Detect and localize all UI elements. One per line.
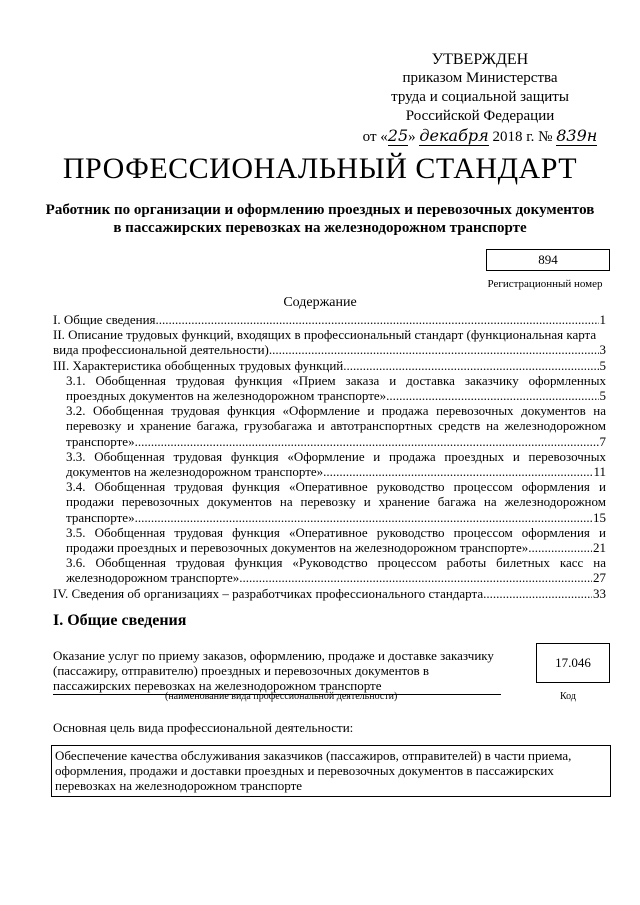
section-heading: I. Общие сведения <box>53 612 187 629</box>
toc-page: 11 <box>593 464 606 480</box>
handwritten-month: декабря <box>419 126 489 145</box>
approval-line: труда и социальной защиты <box>391 89 569 105</box>
registration-number-label: Регистрационный номер <box>487 278 603 290</box>
toc-page: 7 <box>599 433 606 449</box>
approval-date: от «25» декабря 2018 г. № 839н <box>362 126 598 145</box>
toc-page: 3 <box>599 342 606 358</box>
approval-block <box>360 50 600 147</box>
toc-item[interactable]: 3.3. Обобщенная трудовая функция «Оформление и продажа проездных и перевозочных документов на железнодорожном транспорте» ..... 11 <box>53 449 606 479</box>
toc-item[interactable]: 3.6. Обобщенная трудовая функция «Руководство процессом работы билетных касс на железнодорожном транспорте» ..... 27 <box>53 555 606 585</box>
approval-line: приказом Министерства <box>402 70 558 86</box>
toc-page: 21 <box>593 540 606 556</box>
goal-text-box: Обеспечение качества обслуживания заказчиков (пассажиров, отправителей) в части приема, оформления, продажи и доставки проездных и перевозочных документов в пассажирских перевозках на железнодорожном транспорте <box>51 745 611 797</box>
toc-item[interactable]: 3.1. Обобщенная трудовая функция «Прием заказа и доставка заказчику оформленных проездных документов на железнодорожном транспорте» ..... 5 <box>53 373 606 403</box>
toc-item[interactable]: IV. Сведения об организациях – разработчиках профессионального стандарта ..... 33 <box>53 586 606 601</box>
toc-item[interactable]: 3.5. Обобщенная трудовая функция «Оперативное руководство процессом оформления и продажи проездных и перевозочных документов на железнодорожном транспорте» ..... 21 <box>53 525 606 555</box>
activity-kind-caption: (наименование вида профессиональной деятельности) <box>165 691 398 702</box>
activity-code-caption: Код <box>560 691 576 702</box>
handwritten-day: 25 <box>387 126 409 145</box>
page-title: ПРОФЕССИОНАЛЬНЫЙ СТАНДАРТ <box>62 152 578 185</box>
toc-item[interactable]: 3.2. Обобщенная трудовая функция «Оформление и продажа перевозочных документов на перевозку и хранение багажа, грузобагажа и автотранспортных средств на железнодорожном транспорте» ..... 7 <box>53 403 606 449</box>
goal-label: Основная цель вида профессиональной деятельности: <box>53 720 354 735</box>
toc-heading: Содержание <box>283 295 357 310</box>
table-of-contents <box>53 312 606 601</box>
toc-page: 1 <box>599 312 606 327</box>
toc-item[interactable]: I. Общие сведения ..... 1 <box>53 312 606 327</box>
toc-item[interactable]: III. Характеристика обобщенных трудовых функций ..... 5 <box>53 358 606 373</box>
handwritten-order-number: 839н <box>556 126 598 145</box>
toc-page: 15 <box>593 509 606 525</box>
approval-line: Российской Федерации <box>405 108 555 124</box>
activity-code-box: 17.046 <box>536 643 610 683</box>
toc-item[interactable]: 3.4. Обобщенная трудовая функция «Оперативное руководство процессом оформления и продажи перевозочных документов на перевозку и хранение багажа на железнодорожном транспорте» ..... 15 <box>53 479 606 525</box>
toc-page: 5 <box>599 357 606 373</box>
page-subtitle: Работник по организации и оформлению проездных и перевозочных документов в пассажирских перевозках на железнодорожном транспорте <box>45 202 595 236</box>
activity-kind-text: Оказание услуг по приему заказов, оформлению, продаже и доставке заказчику (пассажиру, отправителю) проездных и перевозочных документов в пассажирских перевозках на железнодорожном транспорте <box>53 648 501 695</box>
toc-item[interactable]: II. Описание трудовых функций, входящих в профессиональный стандарт (функциональная карта вида профессиональной деятельности) ..... 3 <box>53 327 606 357</box>
toc-page: 5 <box>599 388 606 404</box>
toc-page: 33 <box>593 585 606 601</box>
approval-heading: УТВЕРЖДЕН <box>431 51 529 68</box>
registration-number-box: 894 <box>486 249 610 271</box>
toc-page: 27 <box>593 570 606 586</box>
